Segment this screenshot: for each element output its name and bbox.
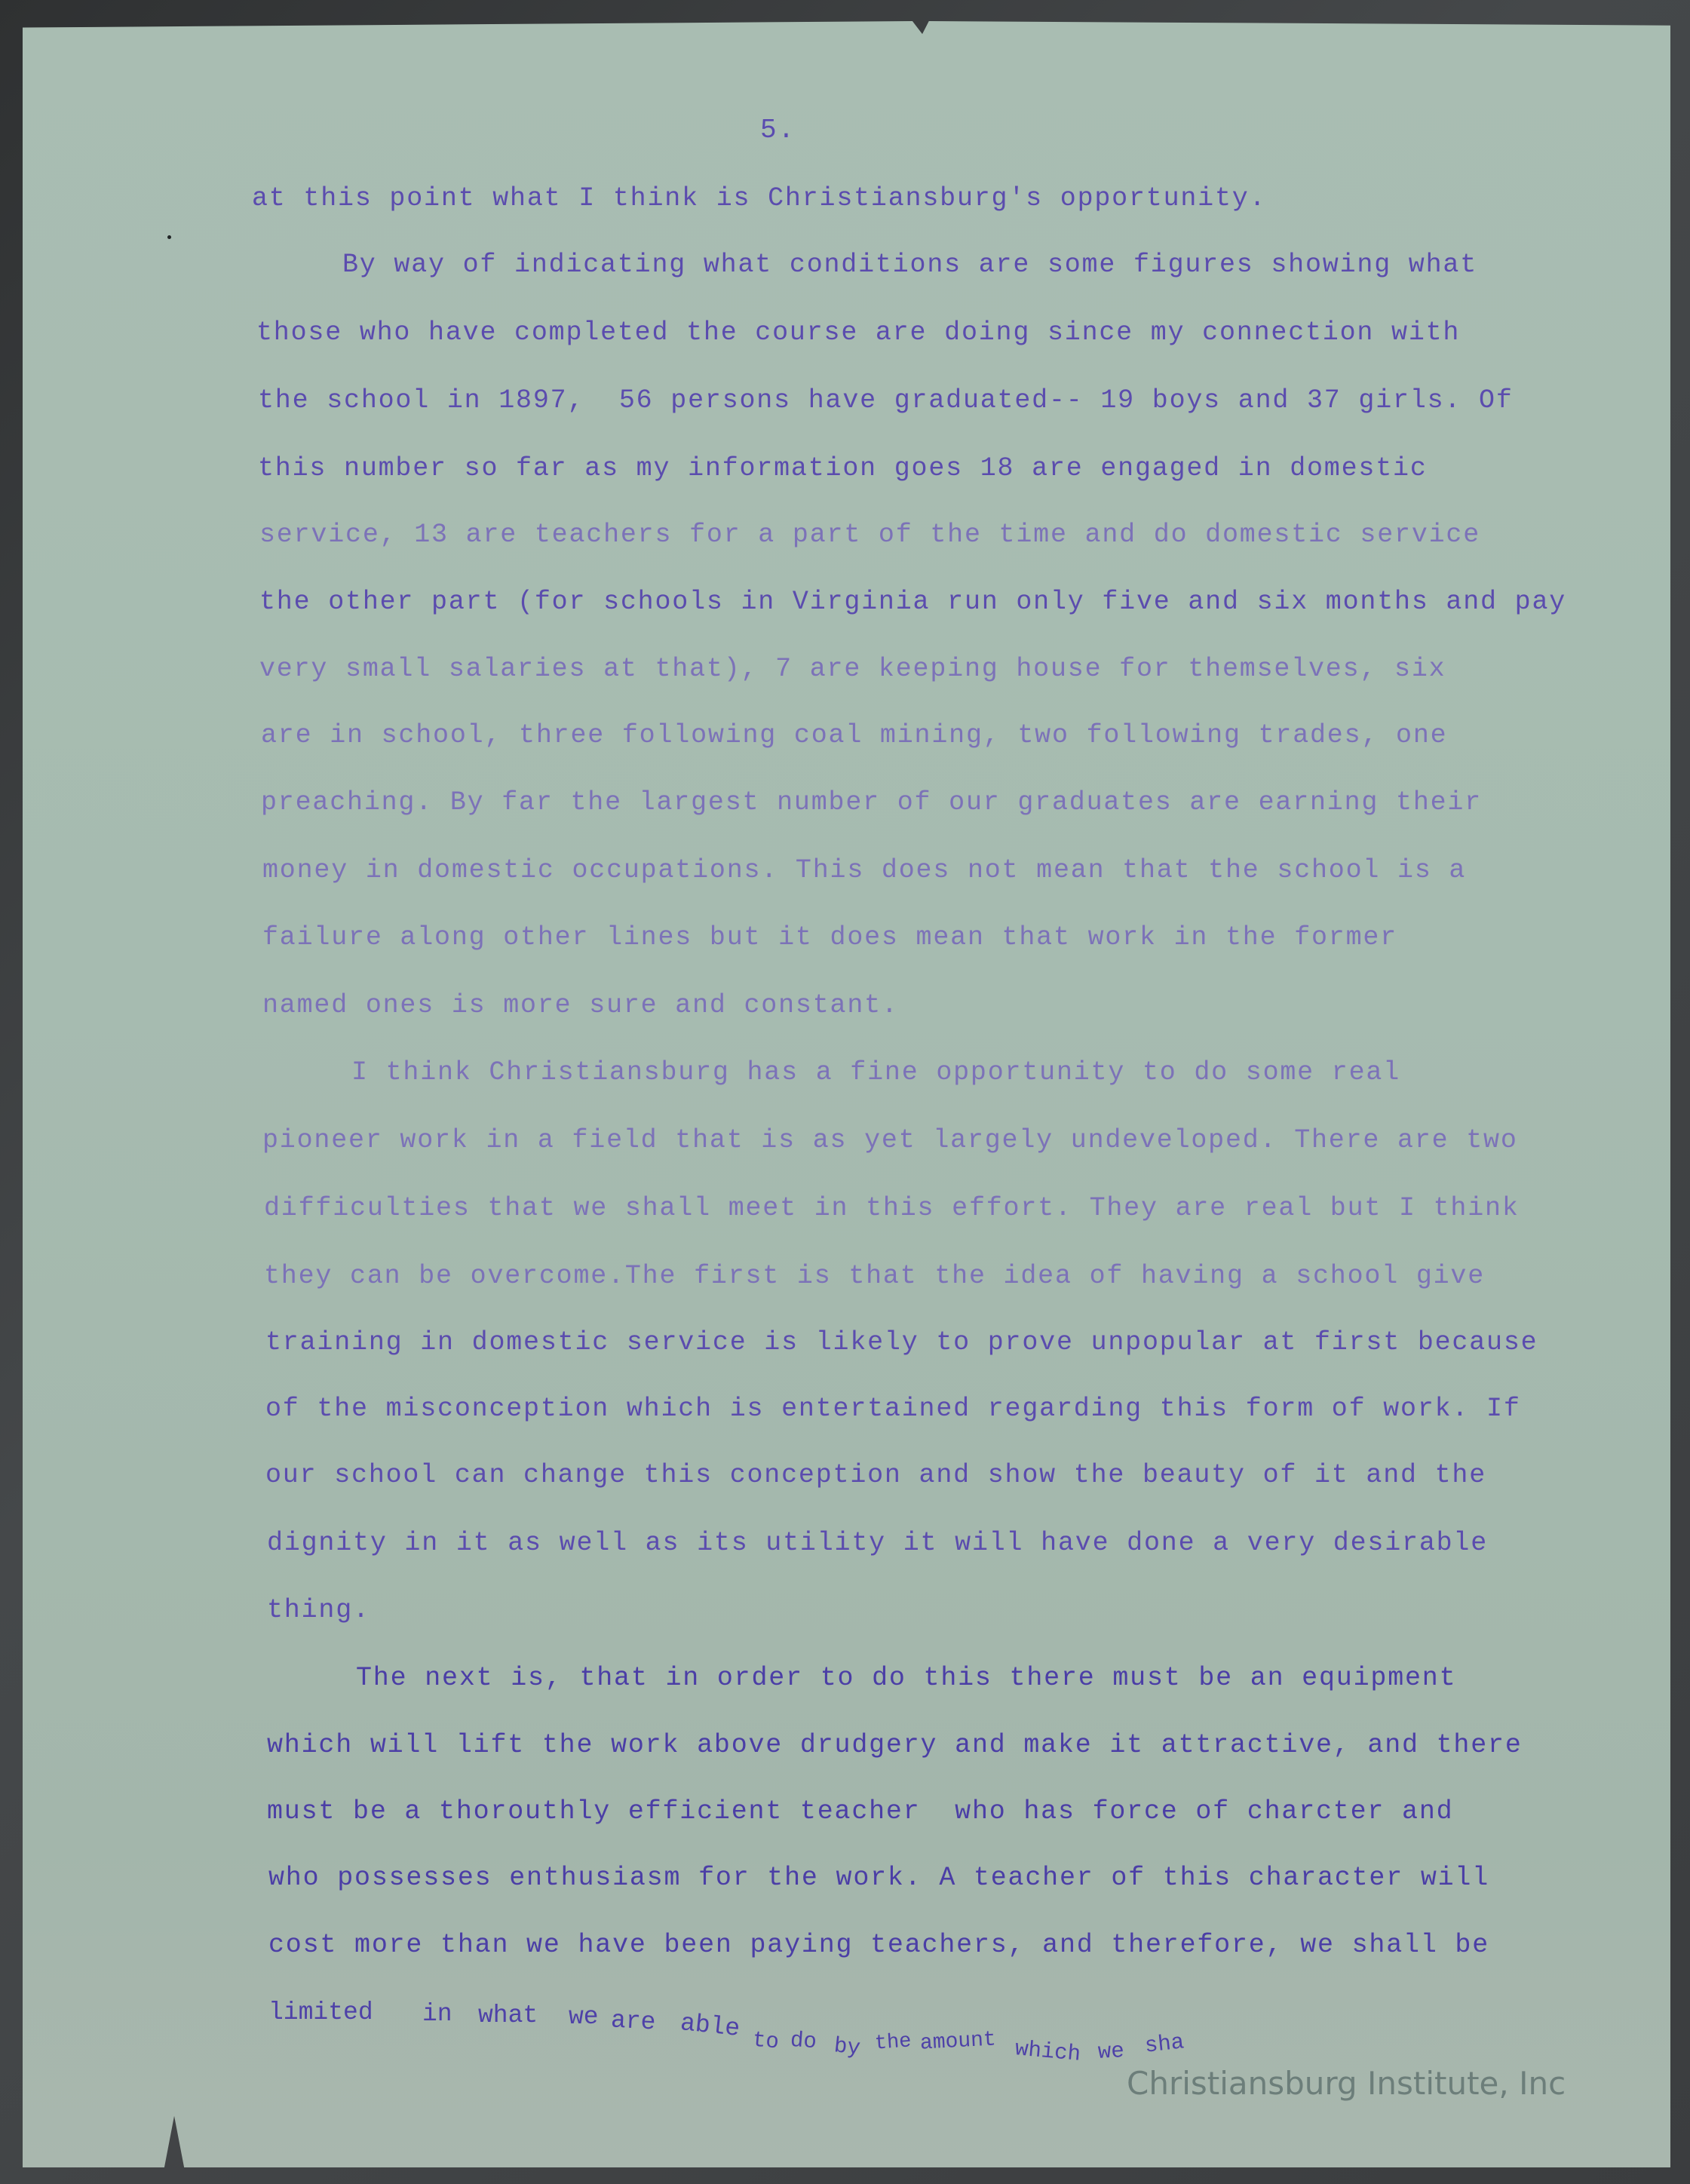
text-line-17: they can be overcome.The first is that the idea of having a school give <box>264 1261 1486 1291</box>
last-word-13: we <box>1097 2038 1125 2065</box>
text-line-13: named ones is more sure and constant. <box>262 990 899 1020</box>
text-line-5: this number so far as my information goes 18 are engaged in domestic <box>258 453 1428 483</box>
last-word-1: limited <box>268 1998 373 2026</box>
last-word-2: in <box>422 2000 452 2028</box>
text-line-18: training in domestic service is likely to prove unpopular at first because <box>265 1327 1538 1357</box>
last-word-5: are <box>610 2006 657 2037</box>
last-word-11: amount <box>919 2028 997 2056</box>
text-line-12: failure along other lines but it does mean that work in the former <box>262 922 1398 952</box>
text-line-26: who possesses enthusiasm for the work. A teacher of this character will <box>268 1863 1490 1893</box>
page-number: 5. <box>760 115 796 146</box>
text-line-6: service, 13 are teachers for a part of the time and do domestic service <box>259 520 1481 550</box>
text-line-1: at this point what I think is Christiansburg's opportunity. <box>252 183 1267 213</box>
last-word-3: what <box>478 2001 538 2029</box>
text-line-27: cost more than we have been paying teachers, and therefore, we shall be <box>268 1930 1490 1960</box>
text-line-3: those who have completed the course are doing since my connection with <box>256 317 1461 348</box>
text-line-11: money in domestic occupations. This does not mean that the school is a <box>262 855 1467 885</box>
text-line-21: dignity in it as well as its utility it will have done a very desirable <box>267 1528 1489 1558</box>
text-line-23: The next is, that in order to do this there must be an equipment <box>356 1663 1457 1693</box>
text-line-8: very small salaries at that), 7 are keeping house for themselves, six <box>259 654 1446 684</box>
last-word-14: sha <box>1143 2029 1185 2059</box>
text-line-7: the other part (for schools in Virginia run only five and six months and pay <box>259 587 1567 617</box>
text-line-14: I think Christiansburg has a fine opportunity to do some real <box>351 1057 1401 1087</box>
text-line-15: pioneer work in a field that is as yet largely undeveloped. There are two <box>262 1125 1518 1155</box>
last-word-8: do <box>789 2027 817 2055</box>
text-line-16: difficulties that we shall meet in this effort. They are real but I think <box>264 1193 1520 1223</box>
text-line-9: are in school, three following coal mining, two following trades, one <box>261 720 1448 750</box>
last-word-7: to <box>751 2027 781 2055</box>
text-line-20: our school can change this conception and show the beauty of it and the <box>265 1460 1487 1490</box>
text-line-2: By way of indicating what conditions are some figures showing what <box>342 250 1478 280</box>
last-word-12: which <box>1014 2036 1082 2067</box>
text-line-4: the school in 1897, 56 persons have graduated-- 19 boys and 37 girls. Of <box>258 385 1514 416</box>
paper-speck <box>167 235 171 239</box>
watermark: Christiansburg Institute, Inc <box>1127 2065 1566 2102</box>
text-line-22: thing. <box>267 1595 370 1625</box>
last-word-6: able <box>679 2008 741 2044</box>
text-line-10: preaching. By far the largest number of our graduates are earning their <box>261 787 1483 817</box>
last-word-4: we <box>569 2003 599 2031</box>
text-line-25: must be a thorouthly efficient teacher who has force of charcter and <box>267 1796 1454 1827</box>
text-line-19: of the misconception which is entertained regarding this form of work. If <box>265 1394 1521 1424</box>
text-line-24: which will lift the work above drudgery and make it attractive, and there <box>267 1730 1523 1760</box>
last-word-10: the <box>874 2030 912 2056</box>
last-word-9: by <box>833 2033 862 2061</box>
